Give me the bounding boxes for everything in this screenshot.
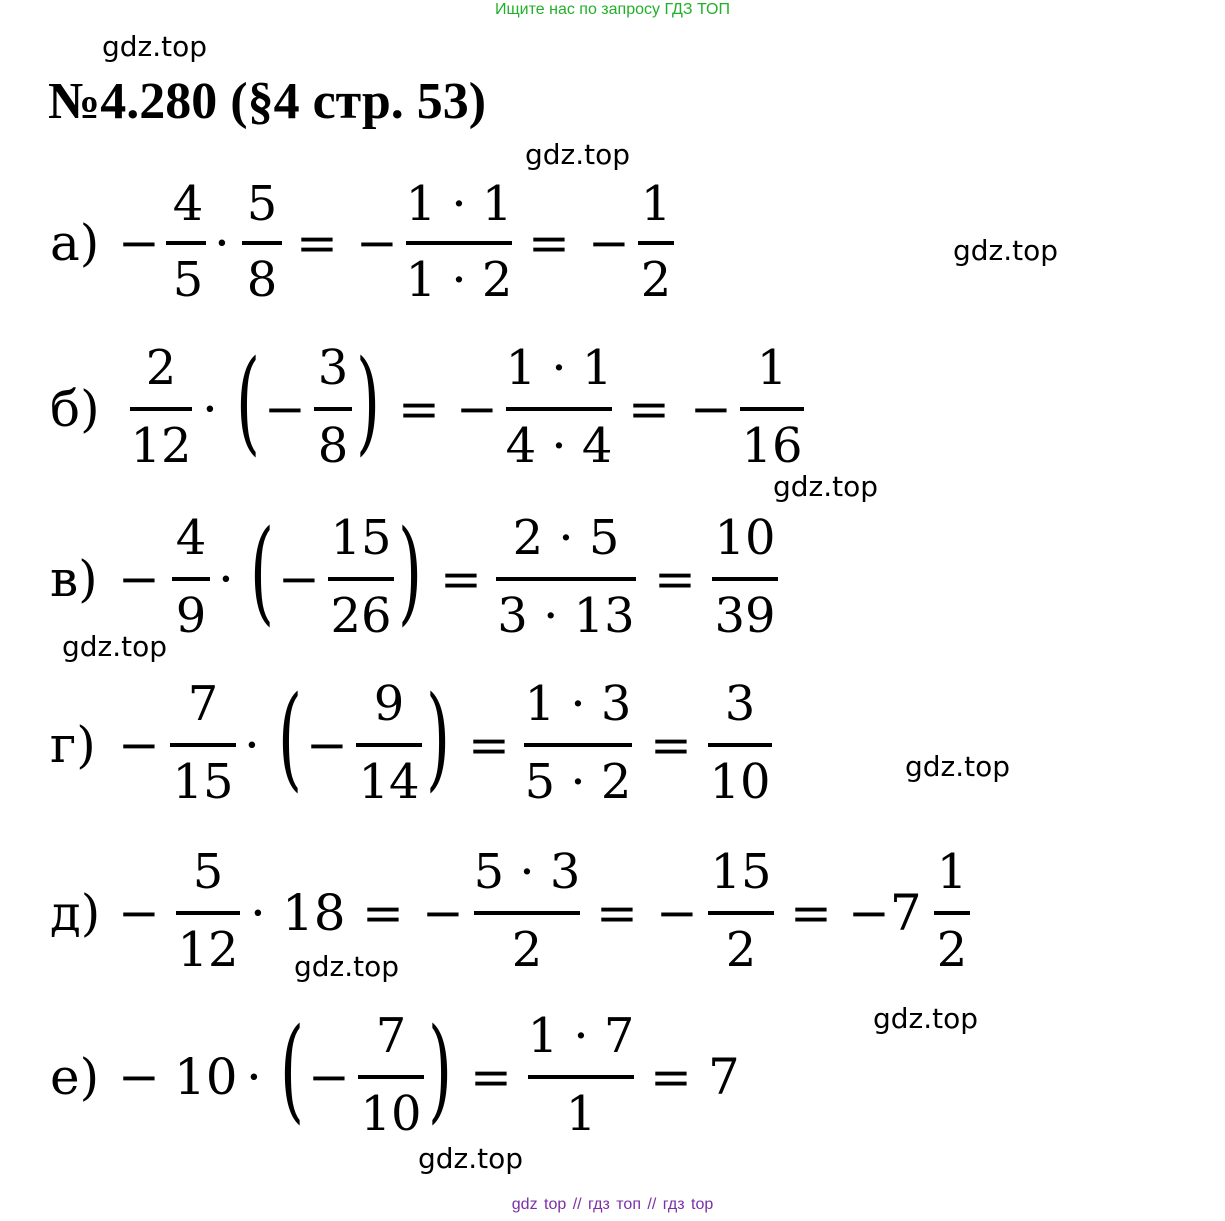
fraction-bar <box>708 743 772 747</box>
equals-sign: = <box>468 716 510 774</box>
fraction-bar <box>712 577 778 581</box>
multiply-dot: · <box>250 884 266 942</box>
minus-sign: − <box>118 716 160 774</box>
fraction-bar <box>740 407 804 411</box>
right-paren: ) <box>426 673 451 803</box>
equals-sign: = <box>650 1048 692 1106</box>
fraction-bar <box>474 911 580 915</box>
minus-sign: − <box>308 1048 350 1106</box>
fraction-bar <box>358 1075 424 1079</box>
equals-sign: = <box>362 884 404 942</box>
fraction-bar <box>496 577 636 581</box>
fraction-bar <box>528 1075 634 1079</box>
denominator: 5 · 2 <box>524 754 632 810</box>
minus-sign: − <box>118 884 160 942</box>
watermark: gdz.top <box>773 470 879 503</box>
fraction-bar <box>328 577 394 581</box>
fraction-bar <box>166 241 206 245</box>
right-paren: ) <box>428 1005 453 1135</box>
fraction-bar <box>170 743 236 747</box>
fraction-bar <box>506 407 612 411</box>
equals-sign: = <box>650 716 692 774</box>
numerator: 2 <box>145 340 177 396</box>
numerator: 4 <box>172 176 204 232</box>
numerator: 3 <box>317 340 349 396</box>
watermark: gdz.top <box>525 138 631 171</box>
whole-part: −7 <box>848 884 922 942</box>
watermark: gdz.top <box>418 1142 524 1175</box>
multiply-dot: · <box>214 214 230 272</box>
equals-sign: = <box>790 884 832 942</box>
watermark: gdz.top <box>294 950 400 983</box>
numerator: 5 <box>192 844 224 900</box>
numerator: 2 · 5 <box>512 510 620 566</box>
right-paren: ) <box>356 337 381 467</box>
numerator: 1 · 3 <box>524 676 632 732</box>
minus-sign: − <box>656 884 698 942</box>
minus-sign: − <box>118 1048 160 1106</box>
numerator: 1 <box>756 340 788 396</box>
equals-sign: = <box>654 550 696 608</box>
lead-number: 10 <box>174 1048 238 1106</box>
fraction-bar <box>406 241 512 245</box>
denominator: 3 · 13 <box>497 588 635 644</box>
equals-sign: = <box>528 214 570 272</box>
minus-sign: − <box>456 380 498 438</box>
item-label: д) <box>50 884 101 942</box>
numerator: 15 <box>710 844 772 900</box>
watermark: gdz.top <box>905 750 1011 783</box>
numerator: 7 <box>187 676 219 732</box>
item-label: б) <box>50 380 100 438</box>
numerator: 1 <box>936 844 968 900</box>
equals-sign: = <box>296 214 338 272</box>
denominator: 9 <box>175 588 207 644</box>
item-label: в) <box>50 550 98 608</box>
numerator: 3 <box>724 676 756 732</box>
equals-sign: = <box>628 380 670 438</box>
denominator: 12 <box>177 922 239 978</box>
denominator: 5 <box>172 252 204 308</box>
denominator: 39 <box>714 588 776 644</box>
multiply-dot: · <box>218 550 234 608</box>
item-label: е) <box>50 1048 100 1106</box>
numerator: 10 <box>714 510 776 566</box>
multiplier: 18 <box>282 884 346 942</box>
watermark: gdz.top <box>102 30 208 63</box>
denominator: 15 <box>172 754 234 810</box>
minus-sign: − <box>264 380 306 438</box>
numerator: 15 <box>330 510 392 566</box>
multiply-dot: · <box>244 716 260 774</box>
denominator: 14 <box>358 754 420 810</box>
multiply-dot: · <box>246 1048 262 1106</box>
watermark: gdz.top <box>873 1002 979 1035</box>
denominator: 1 · 2 <box>405 252 513 308</box>
denominator: 26 <box>330 588 392 644</box>
fraction-bar <box>934 911 970 915</box>
bottom-banner: gdz top // гдз топ // гдз top <box>511 1196 714 1213</box>
denominator: 12 <box>130 418 192 474</box>
denominator: 10 <box>709 754 771 810</box>
minus-sign: − <box>690 380 732 438</box>
numerator: 5 <box>246 176 278 232</box>
fraction-bar <box>638 241 674 245</box>
item-label: а) <box>50 214 100 272</box>
minus-sign: − <box>118 214 160 272</box>
numerator: 5 · 3 <box>473 844 581 900</box>
left-paren: ( <box>278 673 303 803</box>
minus-sign: − <box>118 550 160 608</box>
denominator: 2 <box>511 922 543 978</box>
numerator: 1 · 1 <box>505 340 613 396</box>
fraction-bar <box>176 911 240 915</box>
watermark: gdz.top <box>62 630 168 663</box>
denominator: 4 · 4 <box>505 418 613 474</box>
left-paren: ( <box>280 1005 305 1135</box>
left-paren: ( <box>250 507 275 637</box>
fraction-bar <box>242 241 282 245</box>
denominator: 2 <box>725 922 757 978</box>
numerator: 4 <box>175 510 207 566</box>
right-paren: ) <box>398 507 423 637</box>
fraction-bar <box>172 577 210 581</box>
denominator: 1 <box>565 1086 597 1142</box>
fraction-bar <box>708 911 774 915</box>
fraction-bar <box>314 407 352 411</box>
numerator: 7 <box>375 1008 407 1064</box>
top-banner: Ищите нас по запросу ГДЗ ТОП <box>495 1 730 18</box>
fraction-bar <box>356 743 422 747</box>
denominator: 2 <box>640 252 672 308</box>
page-title: №4.280 (§4 стр. 53) <box>48 73 487 130</box>
minus-sign: − <box>422 884 464 942</box>
minus-sign: − <box>306 716 348 774</box>
numerator: 1 <box>640 176 672 232</box>
denominator: 10 <box>360 1086 422 1142</box>
minus-sign: − <box>356 214 398 272</box>
numerator: 1 · 1 <box>405 176 513 232</box>
watermark: gdz.top <box>953 234 1059 267</box>
denominator: 2 <box>936 922 968 978</box>
fraction-bar <box>130 407 192 411</box>
denominator: 16 <box>741 418 803 474</box>
denominator: 8 <box>317 418 349 474</box>
minus-sign: − <box>588 214 630 272</box>
fraction-bar <box>524 743 632 747</box>
equals-sign: = <box>470 1048 512 1106</box>
equals-sign: = <box>440 550 482 608</box>
result: 7 <box>708 1048 740 1106</box>
minus-sign: − <box>278 550 320 608</box>
left-paren: ( <box>236 337 261 467</box>
multiply-dot: · <box>202 380 218 438</box>
denominator: 8 <box>246 252 278 308</box>
numerator: 9 <box>373 676 405 732</box>
item-label: г) <box>50 716 96 774</box>
equals-sign: = <box>398 380 440 438</box>
numerator: 1 · 7 <box>527 1008 635 1064</box>
equals-sign: = <box>596 884 638 942</box>
